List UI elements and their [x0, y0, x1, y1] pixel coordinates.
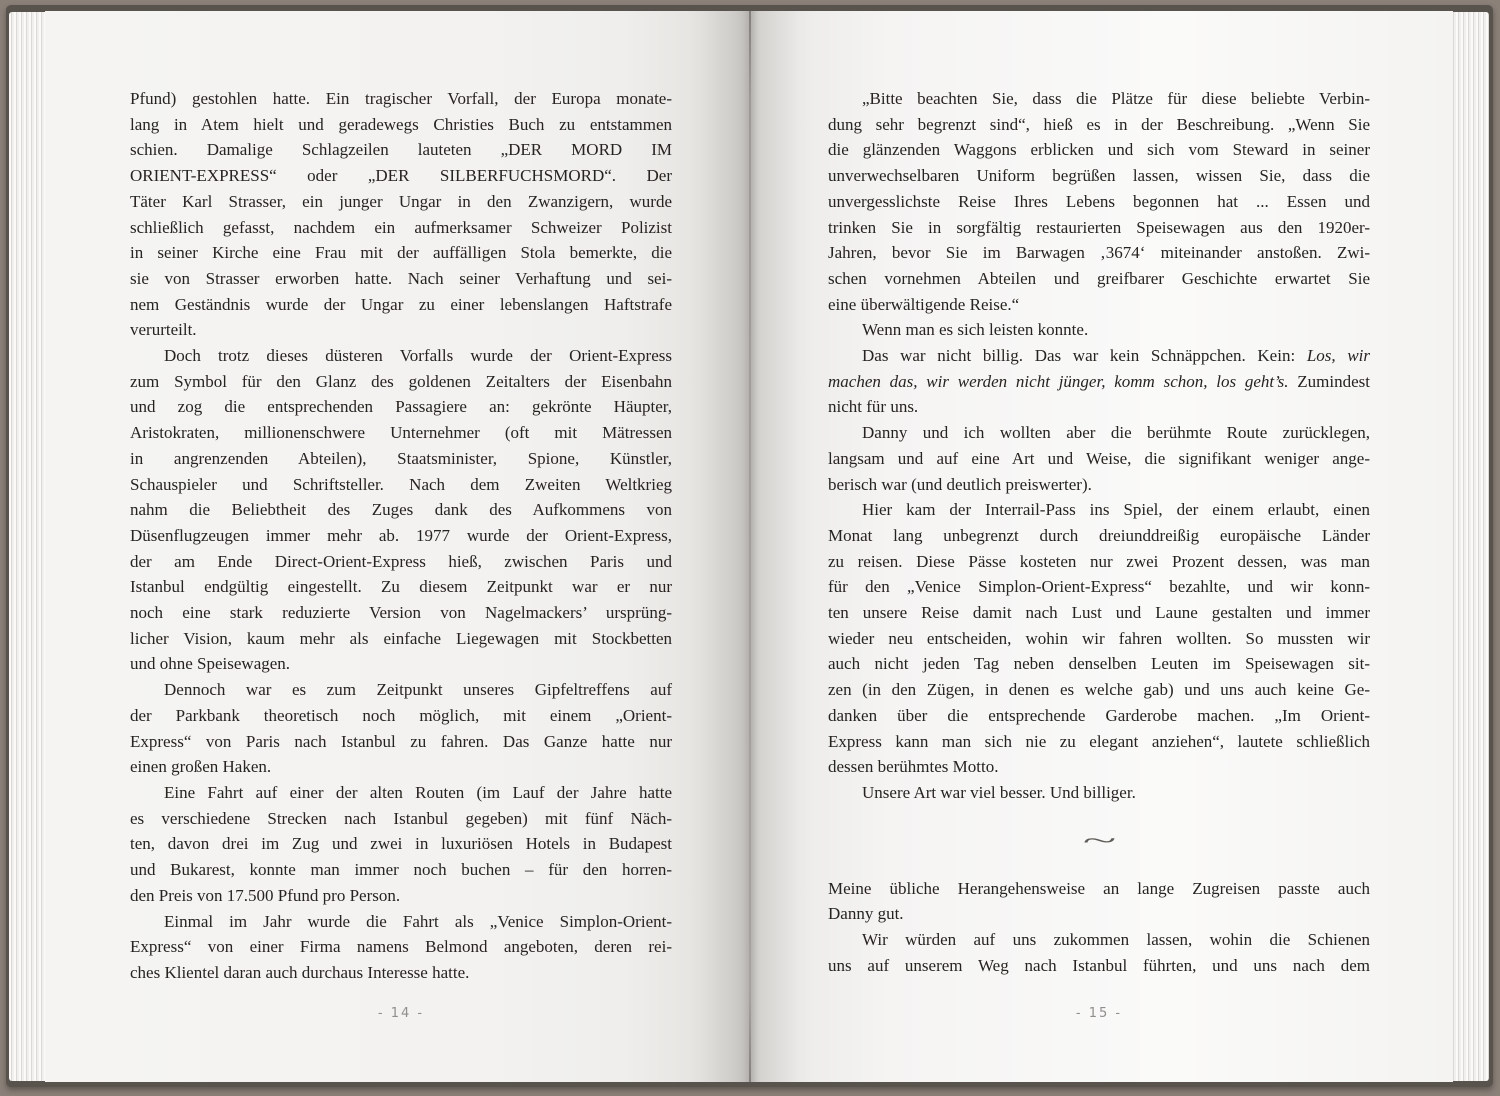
text-line: uns auf unserem Weg nach Istanbul führten, und uns nach dem: [828, 955, 1370, 975]
page-stack-left: [9, 12, 47, 1081]
text-line: trinken Sie in sorgfältig restaurierten Speisewagen aus den 1920er-: [828, 217, 1370, 237]
text-line: nicht für uns.: [828, 397, 919, 417]
text-line: Doch trotz dieses düsteren Vorfalls wurde der Orient-Express: [164, 346, 672, 366]
text-line: Express“ von einer Firma namens Belmond angeboten, deren rei-: [130, 937, 672, 957]
text-line: Istanbul endgültig eingestellt. Zu diesem Zeitpunkt war er nur: [130, 577, 672, 597]
text-line: nem Geständnis wurde der Ungar zu einer lebenslangen Haftstrafe: [130, 294, 672, 314]
book-gutter: [749, 11, 751, 1082]
text-line: langsam und auf eine Art und Weise, die signifikant weniger ange-: [828, 448, 1370, 468]
text-line: die glänzenden Waggons erblicken und sich vom Steward in seiner: [828, 140, 1370, 160]
tilde-glyph: ~: [1082, 827, 1116, 855]
text-line: noch eine stark reduzierte Version von Nagelmackers’ ursprüng-: [130, 603, 672, 623]
text-line: einen großen Haken.: [130, 757, 272, 777]
text-line: Wenn man es sich leisten konnte.: [862, 320, 1089, 340]
text-line: schen vornehmen Abteilen und greifbarer Geschichte erwartet Sie: [828, 268, 1370, 288]
text-segment: Das war nicht billig. Das war kein Schnäppchen. Kein:: [862, 346, 1307, 366]
page-number-left: - 14 -: [377, 1006, 425, 1021]
text-line: licher Vision, kaum mehr als einfache Liegewagen mit Stockbetten: [130, 628, 672, 648]
text-line: lang in Atem hielt und geradewegs Christies Buch zu entstammen: [130, 114, 672, 134]
text-line: Express“ von Paris nach Istanbul zu fahren. Das Ganze hatte nur: [130, 731, 672, 751]
text-line: berisch war (und deutlich preiswerter).: [828, 474, 1092, 494]
text-line: eine überwältigende Reise.“: [828, 294, 1020, 314]
text-line: ORIENT-EXPRESS“ oder „DER SILBERFUCHSMORD“. Der: [130, 166, 672, 186]
text-line: der am Ende Direct-Orient-Express hieß, zwischen Paris und: [130, 551, 672, 571]
text-line: auch nicht jeden Tag neben denselben Leuten im Speisewagen sit-: [828, 654, 1370, 674]
text-line: Wir würden auf uns zukommen lassen, wohin die Schienen: [862, 930, 1370, 950]
text-line: Danny und ich wollten aber die berühmte Route zurücklegen,: [862, 423, 1370, 443]
text-line: Düsenflugzeugen immer mehr ab. 1977 wurde der Orient-Express,: [130, 525, 672, 545]
text-line: wieder neu entscheiden, wohin wir fahren wollten. So mussten wir: [828, 628, 1370, 648]
italic-text-segment: machen das, wir werden nicht jünger, komm schon, los geht’s.: [828, 371, 1289, 391]
text-line: Einmal im Jahr wurde die Fahrt als „Venice Simplon-Orient-: [164, 911, 672, 931]
text-line: unverwechselbaren Uniform begrüßen lassen, wissen Sie, dass die: [828, 166, 1370, 186]
text-line: Unsere Art war viel besser. Und billiger.: [862, 782, 1136, 802]
text-line: zum Symbol für den Glanz des goldenen Zeitalters der Eisenbahn: [130, 371, 672, 391]
text-line: [828, 343, 1370, 369]
text-line: ten unsere Reise damit nach Lust und Laune gestalten und immer: [828, 603, 1370, 623]
text-line: „Bitte beachten Sie, dass die Plätze für diese beliebte Verbin-: [862, 89, 1370, 108]
text-line: Danny gut.: [828, 904, 904, 924]
text-line: zen (in den Zügen, in denen es welche gab) und uns auch keine Ge-: [828, 680, 1370, 700]
section-divider: [828, 806, 1370, 876]
text-line: und ohne Speisewagen.: [130, 654, 291, 674]
text-line: Express kann man sich nie zu elegant anziehen“, lautete schließlich: [828, 731, 1370, 751]
text-line: nahm die Beliebtheit des Zuges dank des Aufkommens von: [130, 500, 672, 520]
text-line: unvergesslichste Reise Ihres Lebens begonnen hat ... Essen und: [828, 191, 1370, 211]
text-line: schließlich gefasst, nachdem ein aufmerksamer Schweizer Polizist: [130, 217, 672, 237]
page-stack-right: [1451, 12, 1489, 1081]
text-line: verurteilt.: [130, 320, 197, 340]
text-line: sie von Strasser erworben hatte. Nach seiner Verhaftung und sei-: [130, 268, 672, 288]
text-segment: Zumindest: [1288, 371, 1370, 391]
italic-text-segment: Los, wir: [1306, 346, 1371, 366]
text-line: Dennoch war es zum Zeitpunkt unseres Gipfeltreffens auf: [164, 680, 672, 700]
text-line: für den „Venice Simplon-Orient-Express“ bezahlte, und wir konn-: [828, 577, 1370, 597]
page-number-right: - 15 -: [1075, 1006, 1123, 1021]
text-line: danken über die entsprechende Garderobe machen. „Im Orient-: [828, 705, 1370, 725]
text-line: Meine übliche Herangehensweise an lange Zugreisen passte auch: [828, 878, 1370, 898]
text-line: Eine Fahrt auf einer der alten Routen (im Lauf der Jahre hatte: [164, 782, 672, 802]
text-line: Schauspieler und Schriftsteller. Nach dem Zweiten Weltkrieg: [130, 474, 672, 494]
text-line: Aristokraten, millionenschwere Unternehmer (oft mit Mätressen: [130, 423, 672, 443]
text-line: Monat lang unbegrenzt durch dreiunddreißig europäische Länder: [828, 525, 1370, 545]
text-line: [828, 369, 1370, 395]
text-line: Jahren, bevor Sie im Barwagen ‚3674‘ miteinander anstoßen. Zwi-: [828, 243, 1370, 263]
text-line: es verschiedene Strecken nach Istanbul gegeben) mit fünf Näch-: [130, 808, 672, 828]
text-line: schien. Damalige Schlagzeilen lauteten „DER MORD IM: [130, 140, 672, 160]
text-line: der Parkbank theoretisch noch möglich, mit einem „Orient-: [130, 705, 672, 725]
page-right-text: [828, 86, 1370, 979]
text-line: zu reisen. Diese Pässe kosteten nur zwei Prozent dessen, was man: [828, 551, 1370, 571]
text-line: dung sehr begrenzt sind“, hieß es in der Beschreibung. „Wenn Sie: [828, 114, 1370, 134]
page-left-text: [130, 86, 672, 986]
text-line: und zog die entsprechenden Passagiere an: gekrönte Häupter,: [130, 397, 672, 417]
text-line: Pfund) gestohlen hatte. Ein tragischer Vorfall, der Europa monate-: [130, 89, 672, 108]
text-line: und Bukarest, konnte man immer noch buchen – für den horren-: [130, 860, 672, 880]
text-line: dessen berühmtes Motto.: [828, 757, 999, 777]
text-line: in angrenzenden Abteilen), Staatsminister, Spione, Künstler,: [130, 448, 672, 468]
text-line: den Preis von 17.500 Pfund pro Person.: [130, 885, 401, 905]
text-line: Täter Karl Strasser, ein junger Ungar in den Zwanzigern, wurde: [130, 191, 672, 211]
text-line: ches Klientel daran auch durchaus Interesse hatte.: [130, 962, 470, 982]
text-line: Hier kam der Interrail-Pass ins Spiel, der einem erlaubt, einen: [862, 500, 1370, 520]
text-line: in seiner Kirche eine Frau mit der auffälligen Stola bemerkte, die: [130, 243, 672, 263]
text-line: ten, davon drei im Zug und zwei in luxuriösen Hotels in Budapest: [130, 834, 672, 854]
